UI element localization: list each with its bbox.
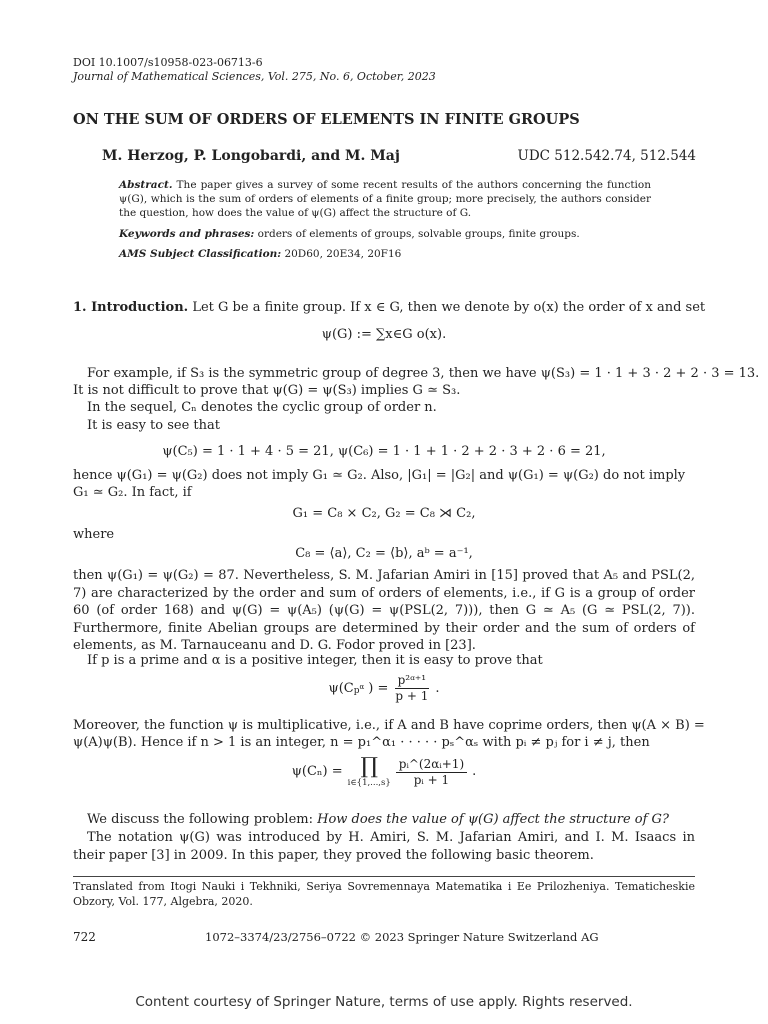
equation-c5-c6: ψ(C₅) = 1 · 1 + 4 · 5 = 21, ψ(C₆) = 1 · 1 + 1 · 2 + 2 · 3 + 2 · 6 = 21, [162, 444, 606, 459]
copyright-line: 1072–3374/23/2756–0722 © 2023 Springer Nature Switzerland AG [205, 930, 599, 944]
eq5-lhs: ψ(C [328, 680, 354, 696]
doi: DOI 10.1007/s10958-023-06713-6 [73, 56, 263, 69]
word-where: where [73, 527, 115, 542]
udc: UDC 512.542.74, 512.544 [517, 148, 696, 164]
equation-cn-product: ψ(Cₙ) = ∏ i∈{1,...,s} $\frac{\text{pᵢ\textasciicircum{}(2αᵢ+1)}}{\text{pᵢ + 1}}$ . [291, 754, 477, 788]
ams-codes: 20D60, 20E34, 20F16 [284, 248, 402, 260]
para-example-s3: For example, if S₃ is the symmetric group of degree 3, then we have ψ(S₃) = 1 · 1 + 3 · 2 + 2 · 3 = 13. [87, 366, 760, 381]
intro-text: Let G be a finite group. If x ∈ G, then we denote by o(x) the order of x and set [192, 300, 706, 315]
paper-title: ON THE SUM OF ORDERS OF ELEMENTS IN FINITE GROUPS [73, 111, 580, 128]
eq6-lhs: ψ(Cₙ) = [291, 764, 343, 779]
authors: M. Herzog, P. Longobardi, and M. Maj [102, 148, 400, 164]
ams-label: AMS Subject Classification: [119, 248, 282, 260]
page-number: 722 [73, 930, 96, 944]
equation-psi-def: ψ(G) := ∑x∈G o(x). [321, 327, 447, 342]
para-multiplicative-line2: ψ(A)ψ(B). Hence if n > 1 is an integer, n = p₁^α₁ · · · · · pₛ^αₛ with pᵢ ≠ pⱼ for i ≠ j, then [73, 735, 650, 750]
eq6-index: i∈{1,...,s} [347, 778, 391, 788]
para-prime-power: If p is a prime and α is a positive integer, then it is easy to prove that [87, 653, 543, 668]
para-easy-see: It is easy to see that [87, 418, 220, 433]
para-jafarian-amiri: then ψ(G₁) = ψ(G₂) = 87. Nevertheless, S. M. Jafarian Amiri in [15] proved that A₅ and PSL(2, 7) are characterized by the order and sum of orders of elements, i.e., if G is a group of order 60 (of order 168) and ψ(G) = ψ(A₅) (ψ(G) = ψ(PSL(2, 7))), then G ≃ A₅ (G ≃ PSL(2, 7)). Furthermore, finite Abelian groups are determined by their order and the sum of orders of elements, as M. Tarnauceanu and D. G. Fodor proved in [23]. [73, 568, 695, 653]
keywords [119, 227, 651, 241]
journal-citation: Journal of Mathematical Sciences, Vol. 275, No. 6, October, 2023 [73, 70, 436, 83]
intro-line [73, 300, 706, 317]
keywords-label: Keywords and phrases: [119, 228, 255, 240]
para-problem [73, 812, 695, 829]
abstract-label: Abstract. [119, 179, 173, 191]
content-courtesy-notice: Content courtesy of Springer Nature, terms of use apply. Rights reserved. [135, 994, 633, 1010]
equation-generators: C₈ = ⟨a⟩, C₂ = ⟨b⟩, aᵇ = a⁻¹, [295, 546, 473, 561]
para-amiri-isaacs: The notation ψ(G) was introduced by H. Amiri, S. M. Jafarian Amiri, and I. M. Isaacs in their paper [3] in 2009. In this paper, they proved the following basic theorem. [73, 830, 695, 863]
eq5-denominator: p + 1 [395, 689, 429, 703]
ams-classification [119, 247, 651, 261]
footnote-rule [73, 876, 695, 877]
equation-prime-power: ψ(C $p^\alpha$ ) = $\frac{\text{p²ᵅ⁺¹}}{p + 1}$ . [328, 673, 440, 703]
para-multiplicative-line1: Moreover, the function ψ is multiplicative, i.e., if A and B have coprime orders, then ψ(A × B) = [73, 718, 705, 733]
eq6-product-symbol: ∏ [360, 754, 378, 779]
para-example-s3-cont: It is not difficult to prove that ψ(G) = ψ(S₃) implies G ≃ S₃. [73, 383, 461, 398]
equation-g1-g2: G₁ = C₈ × C₂, G₂ = C₈ ⋊ C₂, [292, 506, 476, 521]
eq5-numerator: p²ᵅ⁺¹ [395, 673, 429, 689]
eq6-numerator: pᵢ^(2αᵢ+1) [396, 757, 467, 773]
eq6-denominator: pᵢ + 1 [413, 772, 450, 787]
para-hence-line2: G₁ ≃ G₂. In fact, if [73, 485, 192, 500]
abstract-text: The paper gives a survey of some recent results of the authors concerning the function ψ(G), which is the sum of orders of elements of a finite group; more precisely, the authors consider the question, how does the value of ψ(G) affect the structure of G. [119, 179, 652, 220]
para-cyclic-def: In the sequel, Cₙ denotes the cyclic group of order n. [87, 400, 437, 415]
section-title: 1. Introduction. [73, 300, 189, 315]
keywords-text: orders of elements of groups, solvable groups, finite groups. [257, 228, 580, 240]
problem-lead: We discuss the following problem: [87, 812, 313, 827]
para-hence-line1: hence ψ(G₁) = ψ(G₂) does not imply G₁ ≃ G₂. Also, |G₁| = |G₂| and ψ(G₁) = ψ(G₂) do not imply [73, 468, 686, 483]
footnote-translation: Translated from Itogi Nauki i Tekhniki, Seriya Sovremennaya Matematika i Ee Prilozheniya. Tematicheskie Obzory, Vol. 177, Algebra, 2020. [73, 880, 695, 908]
problem-question: How does the value of ψ(G) affect the structure of G? [317, 812, 669, 827]
abstract [119, 178, 651, 221]
